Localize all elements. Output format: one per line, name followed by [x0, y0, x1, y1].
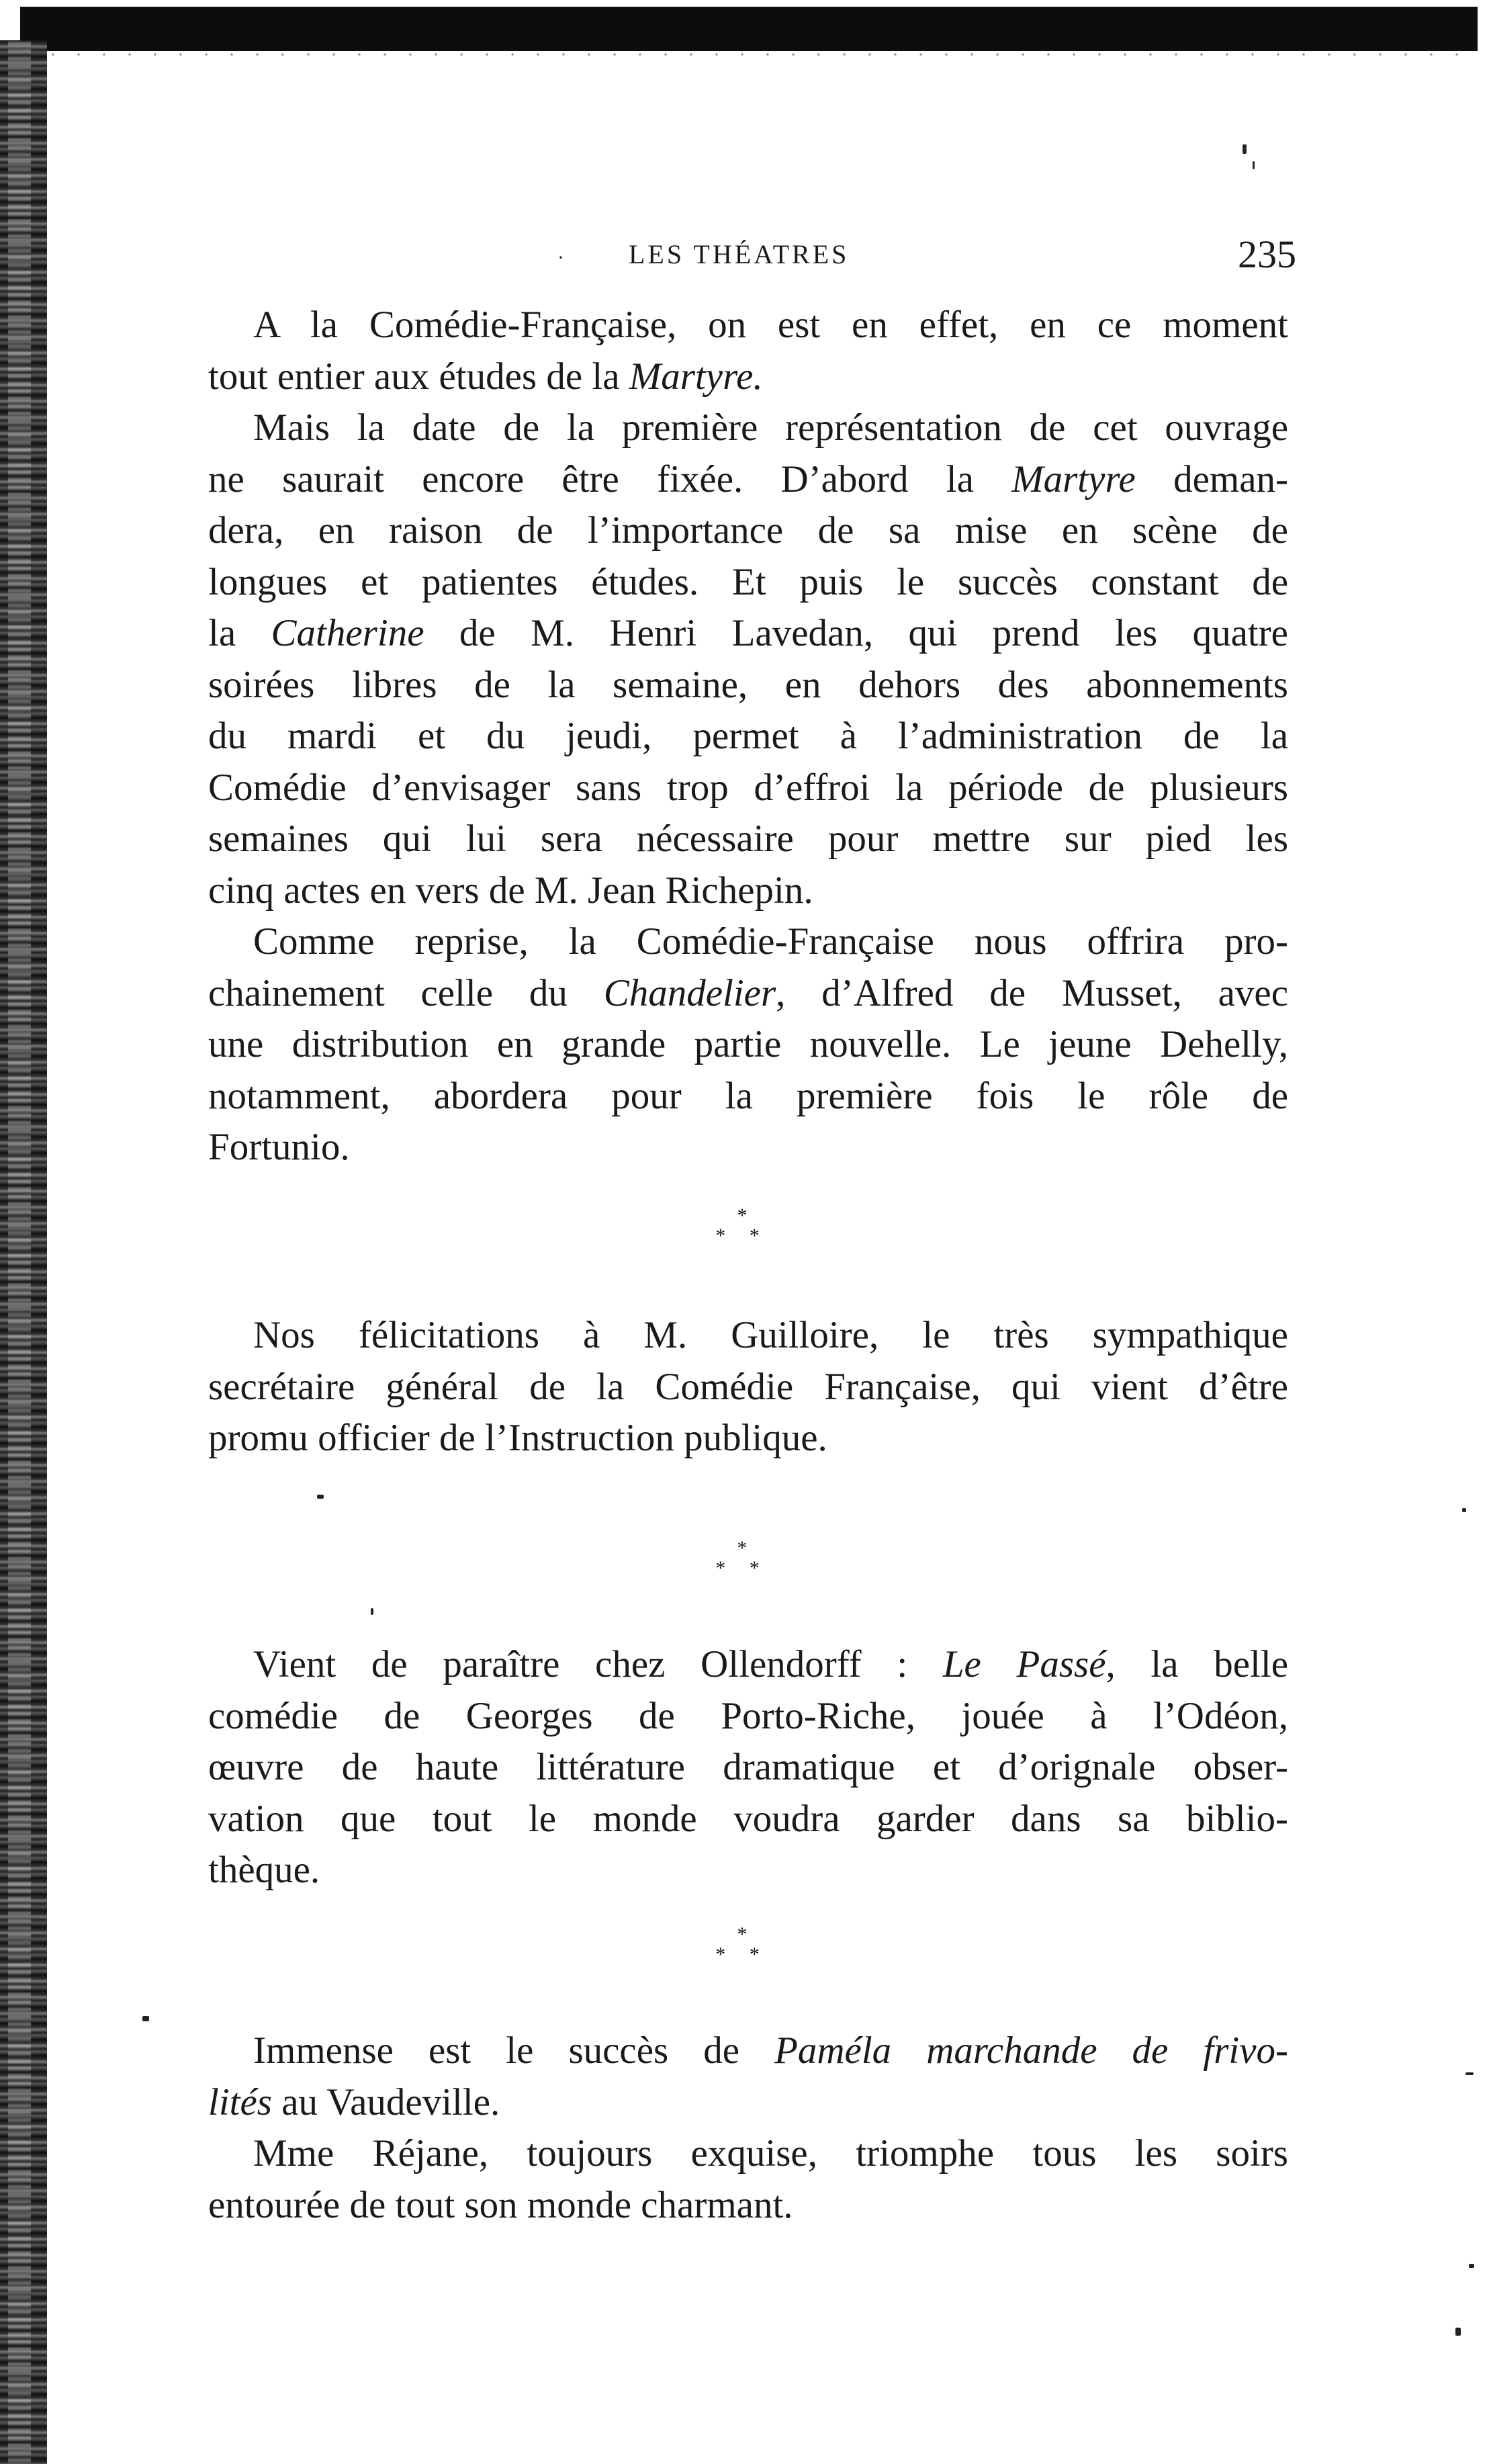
paragraph-5-line: thèque.	[208, 1849, 320, 1891]
paragraph-3-line: Fortunio.	[208, 1126, 350, 1168]
paragraph-2-line: du mardi et du jeudi, permet à l’administration de la	[208, 715, 1288, 757]
paragraph-2-line: cinq actes en vers de M. Jean Richepin.	[208, 869, 813, 912]
paragraph-3-line: notamment, abordera pour la première fois le rôle de	[208, 1074, 1288, 1117]
top-rule-bar	[20, 7, 1478, 51]
paragraph-6-line: Immense est le succès de Paméla marchande de frivo-	[253, 2029, 1288, 2072]
paragraph-4-line: secrétaire général de la Comédie Française, qui vient d’être	[208, 1365, 1288, 1408]
body-text-block-2	[208, 1310, 1288, 1464]
paragraph-7-line: entourée de tout son monde charmant.	[208, 2183, 793, 2226]
page-binding-edge-texture	[8, 40, 31, 2464]
paragraph-2-line: semaines qui lui sera nécessaire pour mettre sur pied les	[208, 818, 1288, 860]
paragraph-4-line: Nos félicitations à M. Guilloire, le très sympathique	[253, 1314, 1288, 1356]
asterism-separator: * * *	[715, 1537, 769, 1579]
speck	[1465, 2072, 1474, 2075]
speck	[142, 2016, 149, 2021]
speck	[317, 1495, 324, 1499]
page-number: 235	[1238, 232, 1296, 276]
paragraph-2-line: la Catherine de M. Henri Lavedan, qui prend les quatre	[208, 612, 1288, 654]
running-head-title: LES THÉATRES	[629, 239, 850, 269]
speck	[1455, 2328, 1461, 2336]
italic-title: Martyre.	[629, 355, 763, 398]
paragraph-7-line: Mme Réjane, toujours exquise, triomphe tous les soirs	[253, 2132, 1288, 2174]
italic-title: Paméla marchande de frivo-	[774, 2029, 1288, 2072]
body-text-block-3	[208, 1639, 1288, 1896]
paragraph-2-line: soirées libres de la semaine, en dehors des abonnements	[208, 663, 1288, 706]
paragraph-5-line: comédie de Georges de Porto-Riche, jouée à l’Odéon,	[208, 1694, 1288, 1737]
paragraph-2-line: dera, en raison de l’importance de sa mise en scène de	[208, 509, 1288, 552]
italic-title: Martyre	[1011, 457, 1136, 500]
paragraph-3-line: une distribution en grande partie nouvelle. Le jeune Dehelly,	[208, 1023, 1288, 1065]
paragraph-2-line: Comédie d’envisager sans trop d’effroi la période de plusieurs	[208, 766, 1288, 809]
asterism-separator: * * *	[715, 1204, 769, 1247]
italic-title: lités	[208, 2080, 272, 2123]
italic-title: Le Passé	[942, 1643, 1106, 1685]
paragraph-5-line: Vient de paraître chez Ollendorff : Le Passé, la belle	[253, 1643, 1288, 1685]
speck	[1243, 144, 1247, 154]
running-head	[557, 232, 1296, 279]
paragraph-1-line: A la Comédie-Française, on est en effet, en ce moment	[253, 304, 1288, 346]
italic-title: Chandelier	[603, 971, 776, 1014]
speck	[371, 1608, 373, 1615]
paragraph-5-line: vation que tout le monde voudra garder dans sa biblio-	[208, 1797, 1288, 1840]
paragraph-5-line: œuvre de haute littérature dramatique et d’orignale obser-	[208, 1746, 1288, 1788]
speck	[1253, 161, 1255, 169]
running-head-bullet: ·	[557, 247, 564, 269]
body-text-block-1	[208, 300, 1288, 1174]
top-rule-specks	[40, 52, 1464, 56]
paragraph-3-line: Comme reprise, la Comédie-Française nous offrira pro-	[253, 920, 1288, 963]
body-text-block-4	[208, 2025, 1288, 2231]
paragraph-2-line: longues et patientes études. Et puis le succès constant de	[208, 560, 1288, 603]
paragraph-3-line: chainement celle du Chandelier, d’Alfred de Musset, avec	[208, 971, 1288, 1014]
paragraph-4-line: promu officier de l’Instruction publique.	[208, 1417, 827, 1459]
speck	[1469, 2264, 1474, 2268]
paragraph-1-line: tout entier aux études de la Martyre.	[208, 355, 763, 398]
italic-title: Catherine	[271, 612, 424, 654]
paragraph-6-line: lités au Vaudeville.	[208, 2080, 500, 2123]
paragraph-2-line: ne saurait encore être fixée. D’abord la Martyre deman-	[208, 457, 1288, 500]
asterism-separator: * * *	[715, 1923, 769, 1966]
speck	[1462, 1508, 1466, 1512]
paragraph-2-line: Mais la date de la première représentation de cet ouvrage	[253, 406, 1288, 449]
